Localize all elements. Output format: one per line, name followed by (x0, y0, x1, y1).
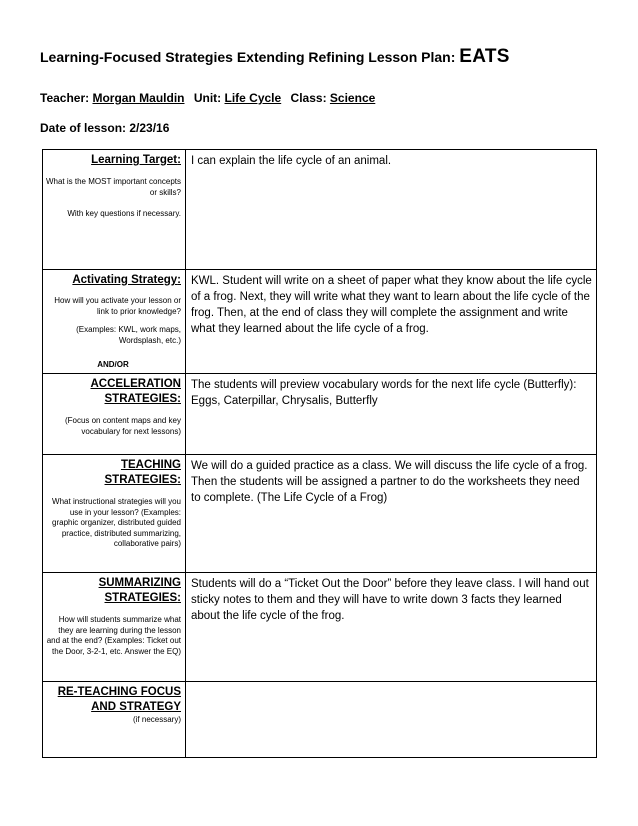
table-row (43, 573, 597, 682)
page-title (40, 46, 510, 68)
row-label-cell (43, 150, 186, 270)
date-label: Date of lesson: (40, 121, 127, 135)
row-heading: ACCELERATION STRATEGIES: (90, 378, 181, 405)
teacher-name: Morgan Mauldin (92, 91, 185, 105)
row-subtext-2: (Examples: KWL, work maps, Wordsplash, etc.) (76, 325, 181, 345)
table-row (43, 455, 597, 573)
row-label-cell (43, 374, 186, 455)
and-or-note: AND/OR (97, 360, 129, 369)
row-content-cell (186, 682, 597, 758)
unit-value: Life Cycle (224, 91, 282, 105)
row-label-cell (43, 682, 186, 758)
row-subtext: (Focus on content maps and key vocabulary for next lessons) (64, 416, 181, 436)
row-heading: TEACHING STRATEGIES: (104, 459, 181, 486)
unit-label: Unit: (193, 91, 222, 105)
row-subtext-2: With key questions if necessary. (67, 209, 181, 218)
lesson-plan-table (42, 149, 597, 758)
table-row (43, 270, 597, 374)
row-subtext: How will students summarize what they are learning during the lesson and at the end? (Examples: Ticket out the Door, 3-2-1, etc. Answer the EQ) (46, 615, 181, 656)
row-content-cell: The students will preview vocabulary words for the next life cycle (Butterfly): Eggs, Caterpillar, Chrysalis, Butterfly (186, 374, 597, 455)
row-subtext: What is the MOST important concepts or skills? (45, 177, 181, 197)
row-content-cell: KWL. Student will write on a sheet of paper what they know about the life cycle of a frog. Next, they will write what they want to learn about the life cycle of the frog. Then, at the end of class they will complete the assignment and write what they learned about the life cycle of a frog. (186, 270, 597, 374)
table-row (43, 682, 597, 758)
table-row (43, 150, 597, 270)
row-heading: SUMMARIZING STRATEGIES: (98, 577, 181, 604)
table-row (43, 374, 597, 455)
teacher-line (40, 91, 375, 105)
date-line (40, 121, 169, 135)
row-label-cell (43, 455, 186, 573)
row-heading: RE-TEACHING FOCUS AND STRATEGY (57, 686, 181, 713)
row-subtext: What instructional strategies will you use in your lesson? (Examples: graphic organizer, distributed guided practice, distributed summarizing, collaborative pairs) (52, 497, 181, 548)
row-label-cell (43, 573, 186, 682)
row-heading: Learning Target: (91, 154, 181, 166)
row-content-cell: I can explain the life cycle of an animal. (186, 150, 597, 270)
class-value: Science (329, 91, 376, 105)
row-heading: Activating Strategy: (72, 274, 181, 286)
row-content-cell: Students will do a “Ticket Out the Door” before they leave class. I will hand out sticky notes to them and they will have to write down 3 facts they learned about the life cycle of the frog. (186, 573, 597, 682)
row-content-cell: We will do a guided practice as a class. We will discuss the life cycle of a frog. Then the students will be assigned a partner to do the worksheets they need to complete. (The Life Cycle of a Frog) (186, 455, 597, 573)
teacher-label: Teacher: (40, 91, 90, 105)
class-label: Class: (290, 91, 327, 105)
title-suffix: EATS (459, 46, 510, 67)
row-subtext: (if necessary) (132, 715, 181, 724)
date-value: 2/23/16 (129, 121, 170, 135)
title-text: Learning-Focused Strategies Extending Refining Lesson Plan: (40, 49, 456, 65)
row-subtext: How will you activate your lesson or link to prior knowledge? (54, 296, 181, 316)
row-label-cell (43, 270, 186, 374)
